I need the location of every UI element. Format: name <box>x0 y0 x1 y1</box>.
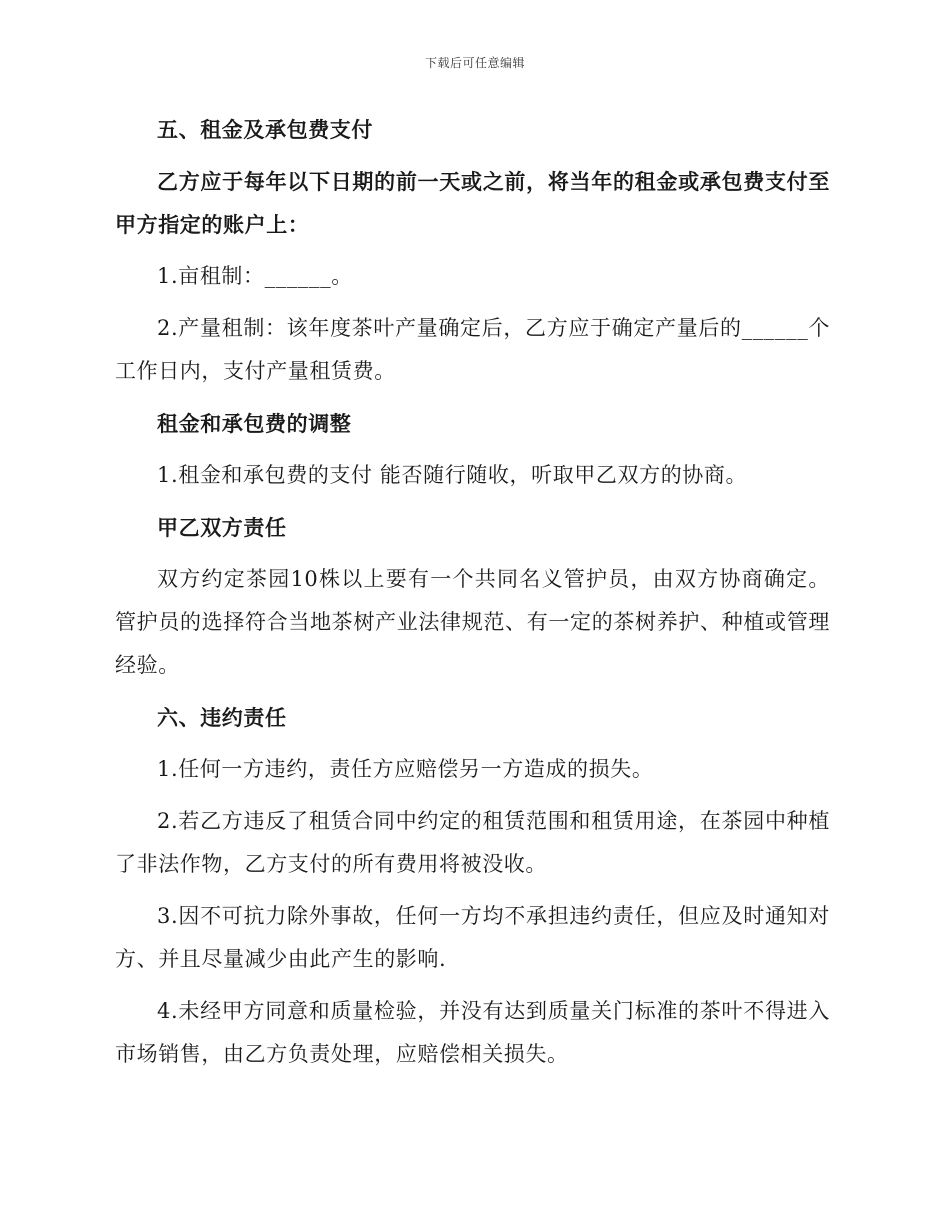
breach-item-3: 3.因不可抗力除外事故，任何一方均不承担违约责任，但应及时通知对方、并且尽量减少由此产生的影响. <box>115 904 830 971</box>
page-header: 下载后可任意编辑 <box>424 56 525 70</box>
document-body <box>115 108 830 1085</box>
adjustment-item: 1.租金和承包费的支付 能否随行随收，听取甲乙双方的协商。 <box>157 463 748 487</box>
output-rent-item: 2.产量租制：该年度茶叶产量确定后，乙方应于确定产量后的______个工作日内，支付产量租赁费。 <box>115 316 830 383</box>
section-heading-adjustment: 租金和承包费的调整 <box>157 411 352 436</box>
section-heading-rent-payment: 五、租金及承包费支付 <box>157 117 373 142</box>
section-heading-breach: 六、违约责任 <box>157 705 287 730</box>
payment-intro-paragraph: 乙方应于每年以下日期的前一天或之前，将当年的租金或承包费支付至甲方指定的账户上： <box>115 169 830 237</box>
responsibilities-paragraph: 双方约定茶园10株以上要有一个共同名义管护员，由双方协商确定。管护员的选择符合当地茶树产业法律规范、有一定的茶树养护、种植或管理经验。 <box>115 567 830 677</box>
breach-item-4: 4.未经甲方同意和质量检验，并没有达到质量关门标准的茶叶不得进入市场销售，由乙方负责处理，应赔偿相关损失。 <box>115 999 830 1066</box>
breach-item-2: 2.若乙方违反了租赁合同中约定的租赁范围和租赁用途，在茶园中种植了非法作物，乙方支付的所有费用将被没收。 <box>115 809 830 876</box>
acre-rent-item: 1.亩租制：______。 <box>157 264 353 288</box>
section-heading-responsibilities: 甲乙双方责任 <box>157 515 287 540</box>
breach-item-1: 1.任何一方违约，责任方应赔偿另一方造成的损失。 <box>157 757 654 781</box>
